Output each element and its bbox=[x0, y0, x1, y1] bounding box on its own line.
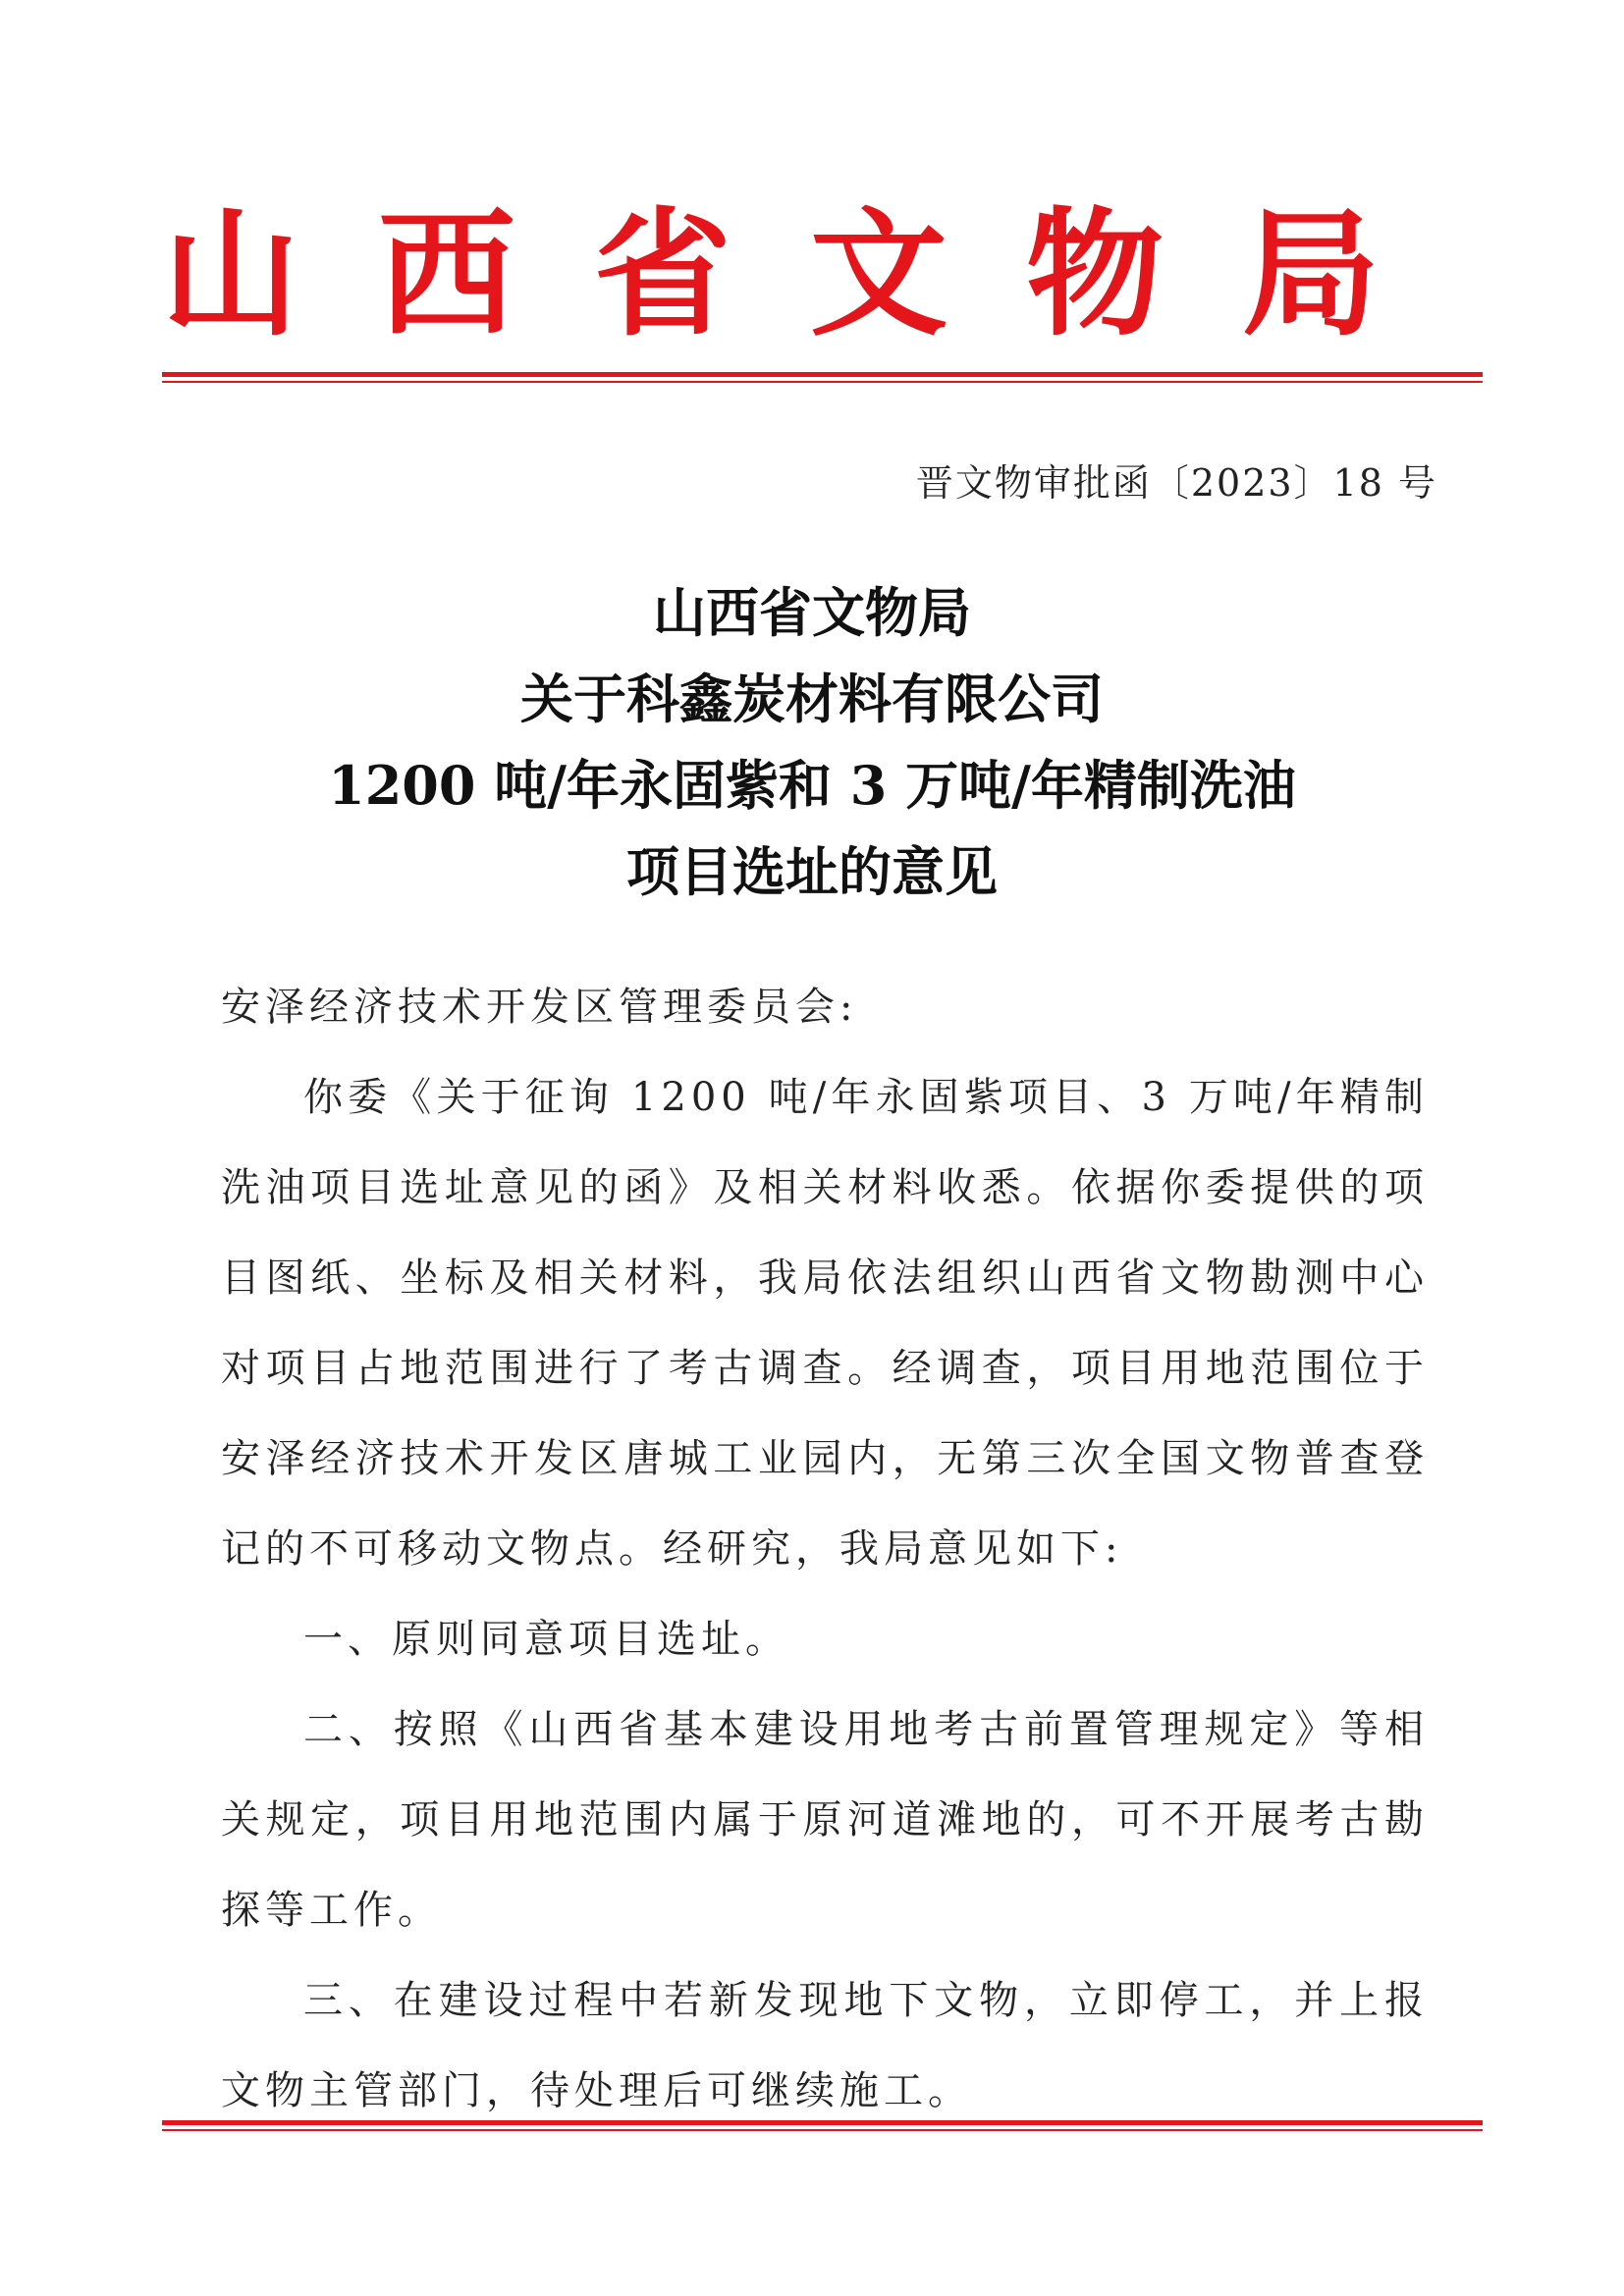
body-paragraph: 你委《关于征询 1200 吨/年永固紫项目、3 万吨/年精制洗油项目选址意见的函》及相关材料收悉。依据你委提供的项目图纸、坐标及相关材料，我局依法组织山西省文物勘测中心对项目占地范围进行了考古调查。经调查，项目用地范围位于安泽经济技术开发区唐城工业园内，无第三次全国文物普查登记的不可移动文物点。经研究，我局意见如下: bbox=[221, 1075, 1429, 1572]
masthead-char: 山 bbox=[162, 194, 300, 355]
document-number: 晋文物审批函〔2023〕18 号 bbox=[915, 461, 1437, 505]
recipient: 安泽经济技术开发区管理委员会: bbox=[221, 985, 858, 1030]
opinion-item-2: 二、按照《山西省基本建设用地考古前置管理规定》等相关规定，项目用地范围内属于原河道滩地的，可不开展考古勘探等工作。 bbox=[221, 1707, 1429, 1933]
document-body bbox=[221, 962, 1429, 2136]
masthead bbox=[162, 194, 1380, 355]
document-title bbox=[0, 569, 1624, 915]
masthead-char: 局 bbox=[1241, 194, 1380, 355]
title-line: 项目选址的意见 bbox=[626, 840, 998, 903]
opinion-item-3: 三、在建设过程中若新发现地下文物，立即停工，并上报文物主管部门，待处理后可继续施工。 bbox=[221, 1978, 1429, 2113]
opinion-item-1: 一、原则同意项目选址。 bbox=[303, 1617, 789, 1662]
masthead-char: 省 bbox=[593, 194, 731, 355]
title-line: 1200 吨/年永固紫和 3 万吨/年精制洗油 bbox=[328, 754, 1296, 817]
title-line: 关于科鑫炭材料有限公司 bbox=[520, 667, 1104, 730]
red-divider-bottom bbox=[162, 2120, 1483, 2131]
masthead-char: 物 bbox=[1025, 194, 1164, 355]
red-divider-top bbox=[162, 372, 1483, 383]
title-line: 山西省文物局 bbox=[653, 581, 971, 644]
masthead-char: 西 bbox=[377, 194, 515, 355]
masthead-char: 文 bbox=[809, 194, 947, 355]
